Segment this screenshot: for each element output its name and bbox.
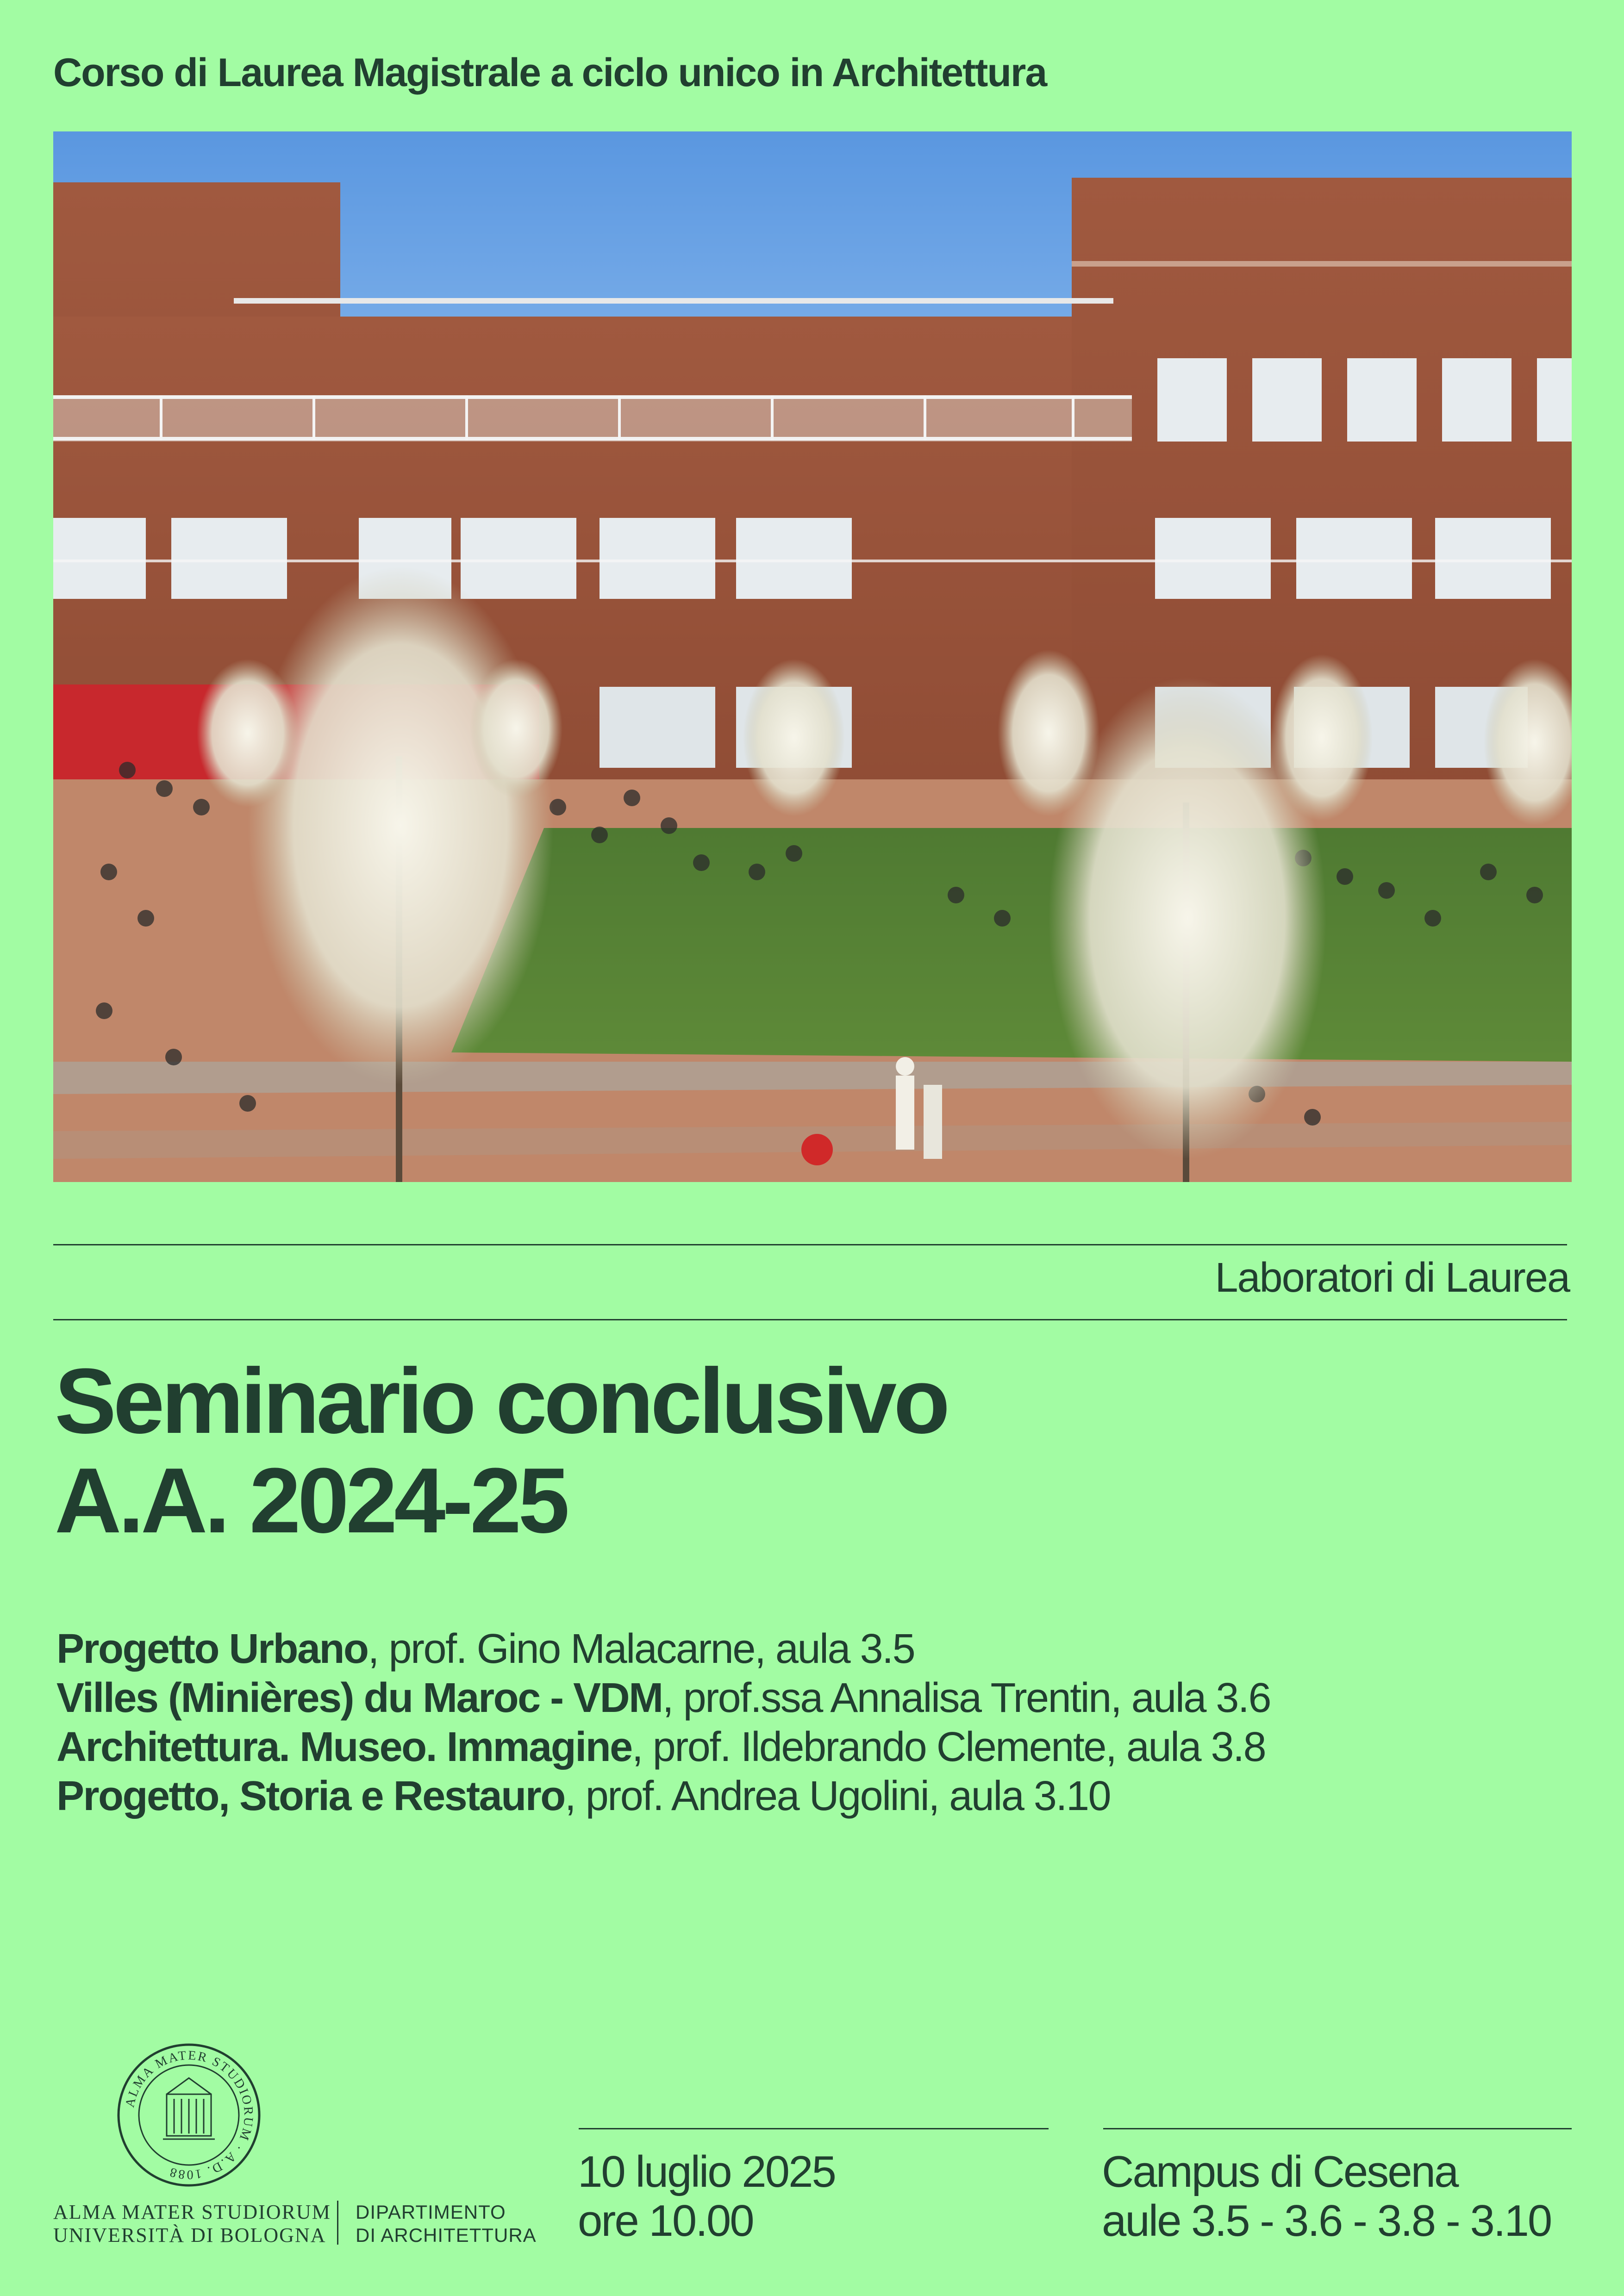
bottom-divider <box>53 1319 1567 1320</box>
headline-line-1: Seminario conclusivo <box>55 1350 947 1453</box>
event-rooms: aule 3.5 - 3.6 - 3.8 - 3.10 <box>1102 2196 1551 2246</box>
lab-item <box>56 1624 1270 1674</box>
lab-item <box>56 1723 1270 1772</box>
course-title: Corso di Laurea Magistrale a ciclo unico in Architettura <box>53 50 1047 95</box>
laboratories-list <box>56 1624 1270 1821</box>
university-name <box>53 2201 331 2247</box>
lab-details: , prof. Ildebrando Clemente, aula 3.8 <box>631 1724 1266 1770</box>
location-divider <box>1103 2128 1572 2129</box>
event-location <box>1102 2147 1551 2246</box>
lab-name: Villes (Minières) du Maroc - VDM <box>56 1675 662 1721</box>
lab-details: , prof.ssa Annalisa Trentin, aula 3.6 <box>662 1675 1270 1721</box>
university-line-2: UNIVERSITÀ DI BOLOGNA <box>53 2224 326 2246</box>
seal-text: ALMA MATER STUDIORUM · A.D. 1088 <box>122 2048 256 2182</box>
lab-details: , prof. Gino Malacarne, aula 3.5 <box>368 1626 915 1672</box>
lab-name: Progetto Urbano <box>56 1626 368 1672</box>
lab-details: , prof. Andrea Ugolini, aula 3.10 <box>564 1773 1111 1819</box>
lab-name: Progetto, Storia e Restauro <box>56 1773 565 1819</box>
department-line-2: DI ARCHITETTURA <box>356 2224 537 2246</box>
lab-item <box>56 1772 1270 1821</box>
campus-photo-illustration <box>53 131 1572 1182</box>
event-date: 10 luglio 2025 <box>578 2147 835 2196</box>
event-date-time <box>578 2147 835 2246</box>
university-seal-icon <box>115 2041 263 2189</box>
event-time: ore 10.00 <box>578 2196 753 2246</box>
university-line-1: ALMA MATER STUDIORUM <box>53 2201 331 2223</box>
headline <box>55 1351 947 1550</box>
lab-item <box>56 1674 1270 1723</box>
section-label: Laboratori di Laurea <box>1215 1255 1569 1301</box>
department-line-1: DIPARTIMENTO <box>356 2201 506 2223</box>
date-divider <box>579 2128 1049 2129</box>
department-name <box>356 2201 537 2247</box>
logo-separator <box>337 2201 338 2245</box>
lab-name: Architettura. Museo. Immagine <box>56 1724 632 1770</box>
campus-photo <box>53 131 1572 1182</box>
event-place: Campus di Cesena <box>1102 2147 1458 2196</box>
top-divider <box>53 1244 1567 1245</box>
headline-line-2: A.A. 2024-25 <box>55 1449 567 1552</box>
